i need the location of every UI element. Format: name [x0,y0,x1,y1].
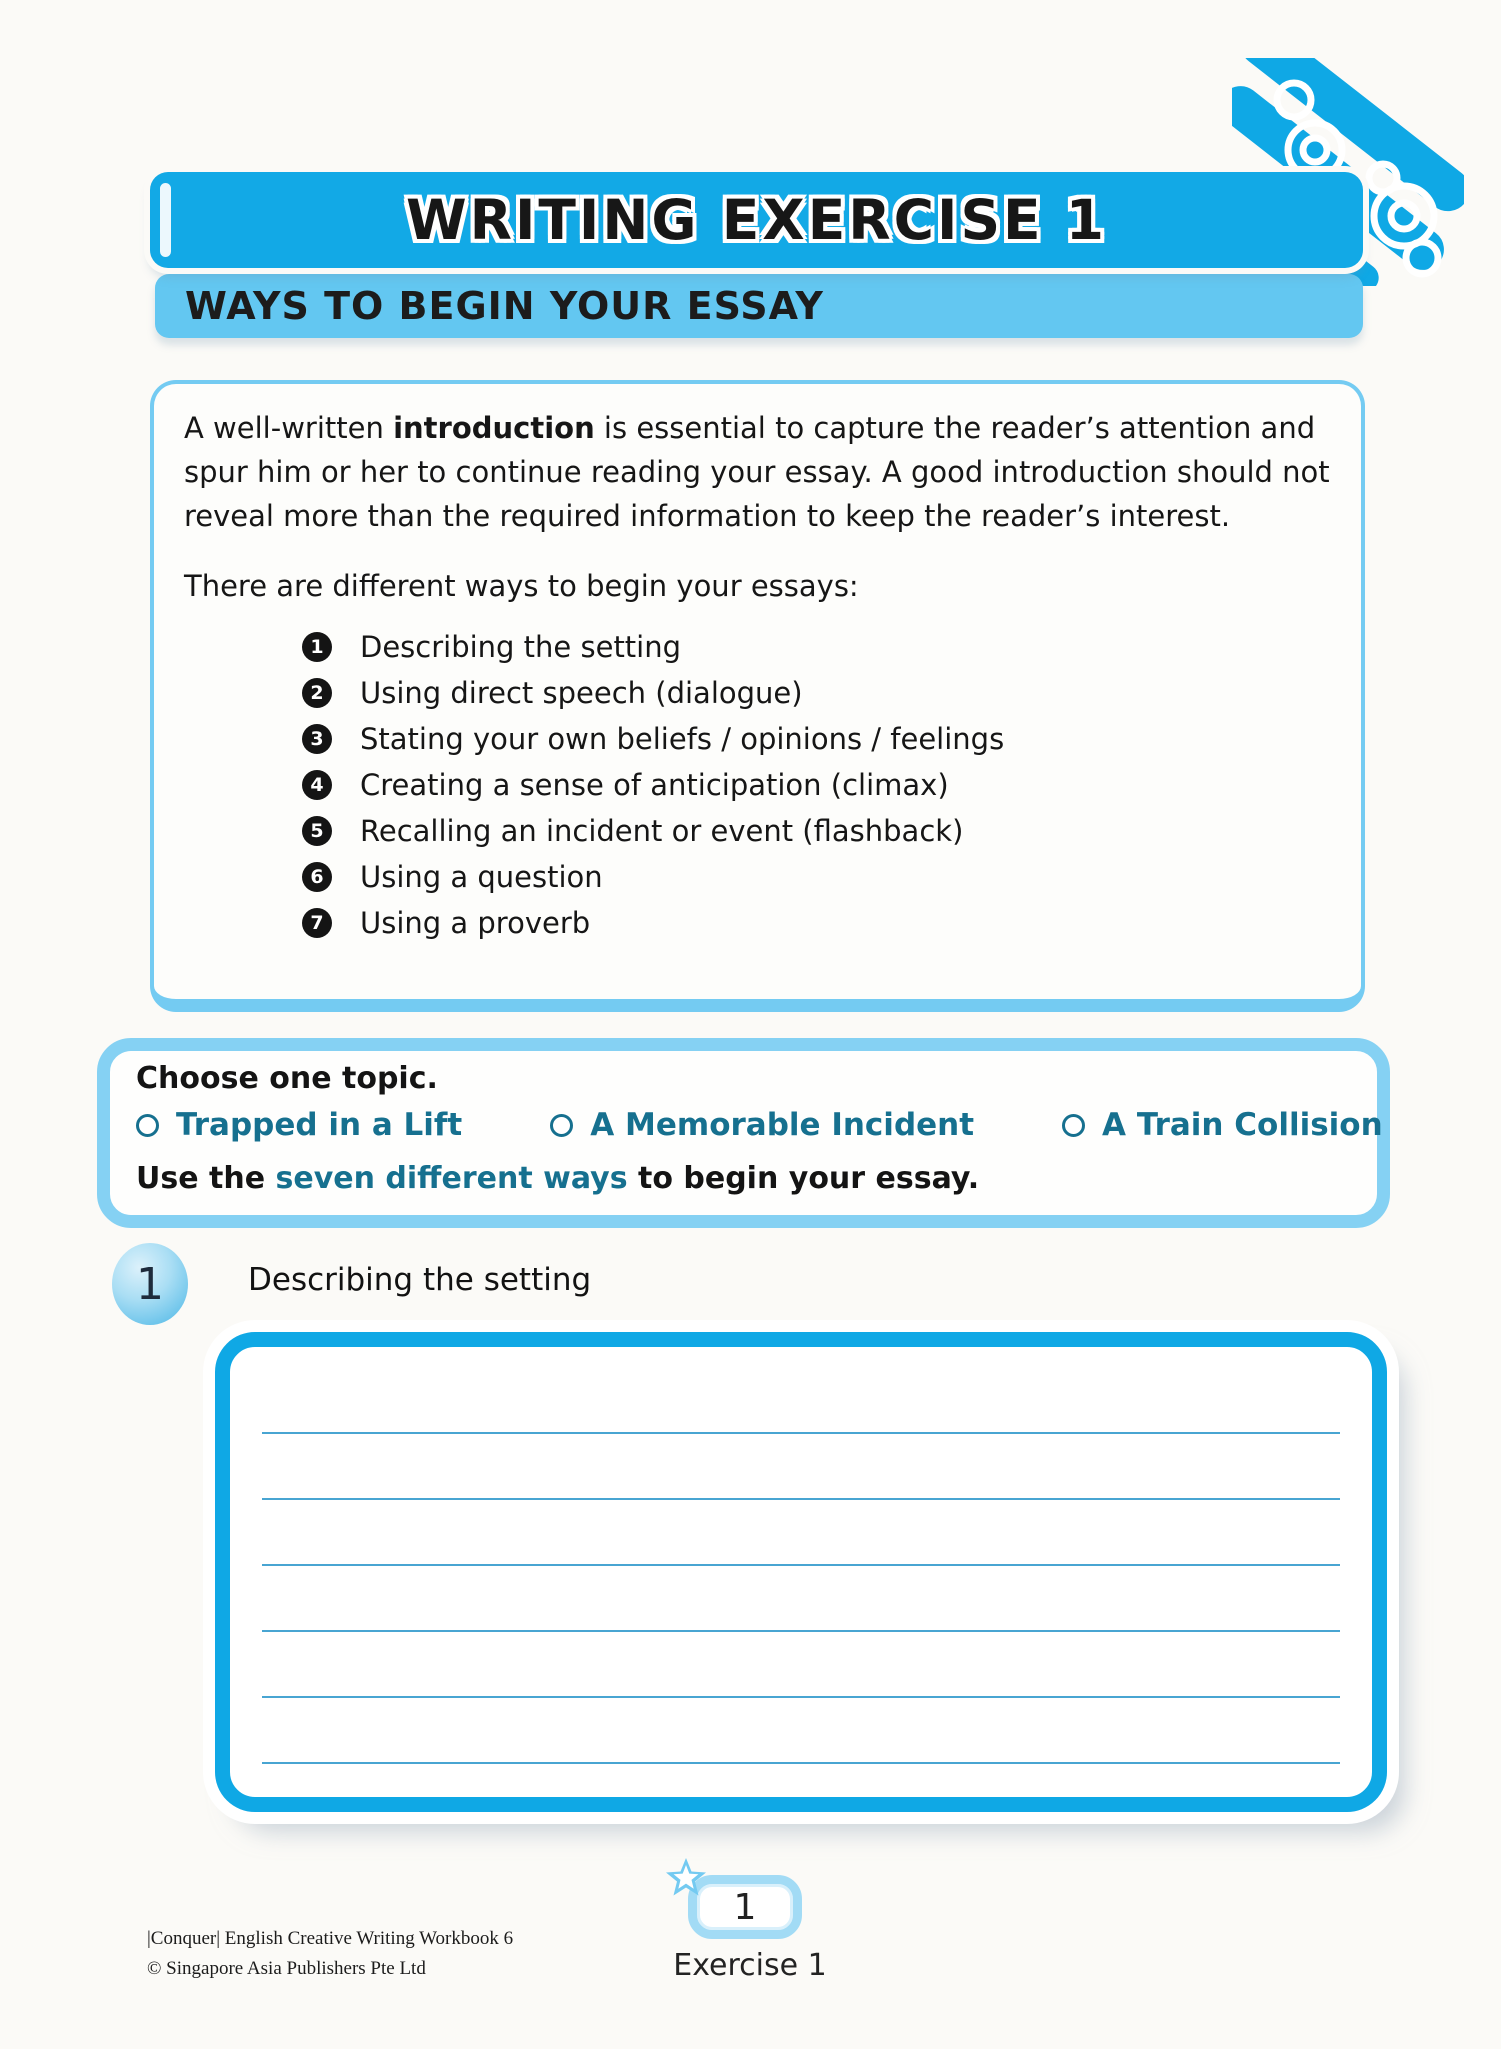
page-number-badge: 1 [688,1875,802,1939]
way-item [302,762,1331,808]
topic-label: Trapped in a Lift [176,1107,463,1143]
copyright-text: © Singapore Asia Publishers Pte Ltd [147,1958,426,1979]
way-label: Stating your own beliefs / opinions / feelings [360,722,1005,756]
way-label: Using a question [360,860,603,894]
topic-option[interactable] [1062,1107,1383,1143]
way-label: Recalling an incident or event (flashback) [360,814,964,848]
way-number-badge: 1 [302,632,332,662]
ruled-line [262,1762,1340,1764]
section-number-badge: 1 [112,1243,188,1325]
choose-topic-heading: Choose one topic. [136,1061,438,1096]
way-number-badge: 7 [302,908,332,938]
radio-circle-icon[interactable] [1062,1114,1085,1137]
way-number-badge: 2 [302,678,332,708]
way-number-badge: 4 [302,770,332,800]
topic-label: A Train Collision [1102,1107,1383,1143]
ways-list [302,624,1331,946]
banner-highlight [160,183,171,257]
instruction-suffix: to begin your essay. [627,1161,980,1196]
way-item [302,808,1331,854]
ruled-line [262,1432,1340,1434]
instruction-prefix: Use the [136,1161,276,1196]
ruled-line [262,1564,1340,1566]
ruled-line [262,1696,1340,1698]
star-icon [664,1856,708,1900]
instruction-text [136,1159,1351,1199]
way-item [302,900,1331,946]
way-label: Using a proverb [360,906,591,940]
intro-paragraph-suffix: is essential to capture the reader’s attention and spur him or her to continue reading your essay. A good introduction should not reveal more than the required information to keep the reader’s interest. [184,411,1330,533]
way-item [302,854,1331,900]
topic-option[interactable] [136,1107,462,1143]
radio-circle-icon[interactable] [550,1114,573,1137]
topic-choice-box [97,1038,1390,1228]
instruction-highlight: seven different ways [275,1161,628,1196]
way-label: Describing the setting [360,630,682,664]
topic-label: A Memorable Incident [590,1107,975,1143]
topic-option[interactable] [550,1107,974,1143]
book-title: |Conquer| English Creative Writing Workbook 6 [147,1928,514,1949]
intro-paragraph-prefix: A well-written [184,411,394,445]
way-number-badge: 3 [302,724,332,754]
ruled-line [262,1498,1340,1500]
topic-options [136,1105,1383,1145]
way-item [302,670,1331,716]
ruled-line [262,1630,1340,1632]
exercise-caption: Exercise 1 [673,1948,827,1983]
radio-circle-icon[interactable] [136,1114,159,1137]
section-heading: Describing the setting [248,1262,592,1298]
way-number-badge: 5 [302,816,332,846]
way-item [302,716,1331,762]
section-banner [155,274,1363,338]
way-label: Using direct speech (dialogue) [360,676,803,710]
intro-paragraph-bold: introduction [393,411,595,445]
exercise-banner [150,172,1363,268]
intro-box [150,380,1365,1012]
way-item [302,624,1331,670]
list-intro-text: There are different ways to begin your essays: [184,569,859,603]
way-number-badge: 6 [302,862,332,892]
intro-paragraph [184,406,1331,538]
way-label: Creating a sense of anticipation (climax) [360,768,949,802]
footer-credits [147,1924,513,1984]
writing-area[interactable] [215,1332,1387,1812]
section-banner-title: WAYS TO BEGIN YOUR ESSAY [185,284,824,328]
exercise-title: WRITING EXERCISE 1 [405,188,1108,252]
